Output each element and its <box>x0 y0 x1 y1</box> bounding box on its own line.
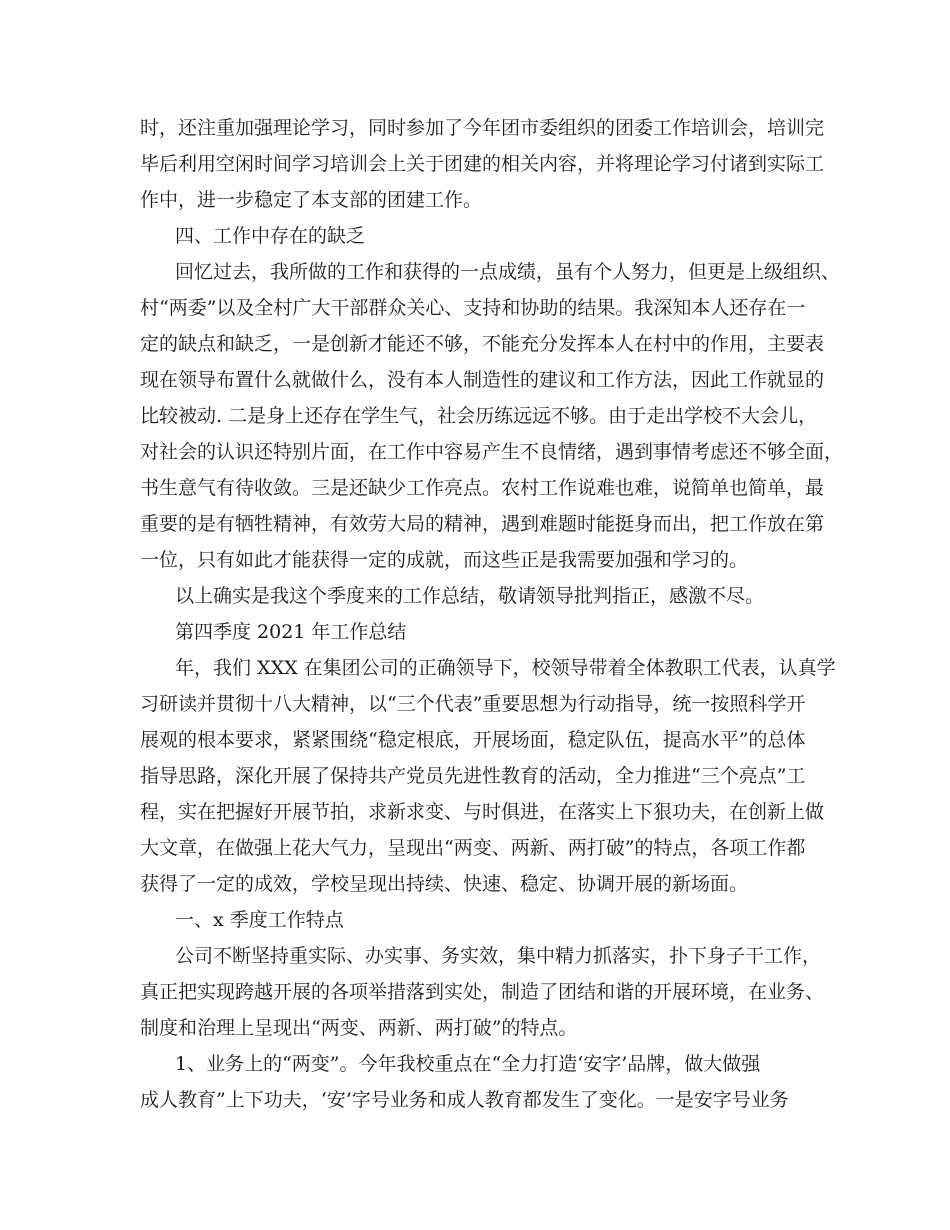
text-line: 书生意气有待收敛。三是还缺少工作亮点。农村工作说难也难，说简单也简单，最 <box>140 477 825 499</box>
text-line: 真正把实现跨越开展的各项举措落到实处，制造了团结和谐的开展环境，在业务、 <box>140 981 825 1003</box>
text-line: 比较被动. 二是身上还存在学生气，社会历练远远不够。由于走出学校不大会儿， <box>140 405 818 427</box>
text-line: 大文章，在做强上花大气力，呈现出“两变、两新、两打破”的特点，各项工作都 <box>140 837 806 859</box>
text-line: 毕后利用空闲时间学习培训会上关于团建的相关内容，并将理论学习付诸到实际工 <box>140 153 825 175</box>
document-title: 第四季度 2021 年工作总结 <box>175 621 407 643</box>
text-line: 作中，进一步稳定了本支部的团建工作。 <box>140 189 483 211</box>
text-line: 回忆过去，我所做的工作和获得的一点成绩，虽有个人努力，但更是上级组织、 <box>175 261 841 283</box>
section-heading: 四、工作中存在的缺乏 <box>175 225 366 247</box>
text-line: 制度和治理上呈现出“两变、两新、两打破”的特点。 <box>140 1017 578 1039</box>
text-line: 对社会的认识还特别片面，在工作中容易产生不良情绪，遇到事情考虑还不够全面， <box>140 441 844 463</box>
text-line: 现在领导布置什么就做什么，没有本人制造性的建议和工作方法，因此工作就显的 <box>140 369 825 391</box>
text-line: 习研读并贯彻十八大精神，以“三个代表”重要思想为行动指导，统一按照科学开 <box>140 693 806 715</box>
text-line: 村“两委”以及全村广大干部群众关心、支持和协助的结果。我深知本人还存在一 <box>140 297 806 319</box>
text-line: 1、业务上的“两变”。今年我校重点在“全力打造‘安字’品牌，做大做强 <box>175 1053 761 1075</box>
text-line: 程，实在把握好开展节拍，求新求变、与时俱进，在落实上下狠功夫，在创新上做 <box>140 801 825 823</box>
text-line: 指导思路，深化开展了保持共产党员先进性教育的活动，全力推进“三个亮点”工 <box>140 765 806 787</box>
text-line: 公司不断坚持重实际、办实事、务实效，集中精力抓落实，扑下身子干工作， <box>175 945 822 967</box>
text-line: 定的缺点和缺乏，一是创新才能还不够，不能充分发挥本人在村中的作用，主要表 <box>140 333 825 355</box>
text-line: 一位，只有如此才能获得一定的成就，而这些正是我需要加强和学习的。 <box>140 549 749 571</box>
text-line: 获得了一定的成效，学校呈现出持续、快速、稳定、协调开展的新场面。 <box>140 873 749 895</box>
text-line: 重要的是有牺牲精神，有效劳大局的精神，遇到难题时能挺身而出，把工作放在第 <box>140 513 825 535</box>
section-heading: 一、x 季度工作特点 <box>175 909 344 931</box>
text-line: 时，还注重加强理论学习，同时参加了今年团市委组织的团委工作培训会，培训完 <box>140 117 825 139</box>
text-line: 展观的根本要求，紧紧围绕“稳定根底，开展场面，稳定队伍，提高水平”的总体 <box>140 729 806 751</box>
text-line: 成人教育”上下功夫，‘安’字号业务和成人教育都发生了变化。一是安字号业务 <box>140 1089 789 1111</box>
text-line: 年，我们 XXX 在集团公司的正确领导下，校领导带着全体教职工代表，认真学 <box>175 657 836 679</box>
text-line: 以上确实是我这个季度来的工作总结，敬请领导批判指正，感激不尽。 <box>175 585 765 607</box>
